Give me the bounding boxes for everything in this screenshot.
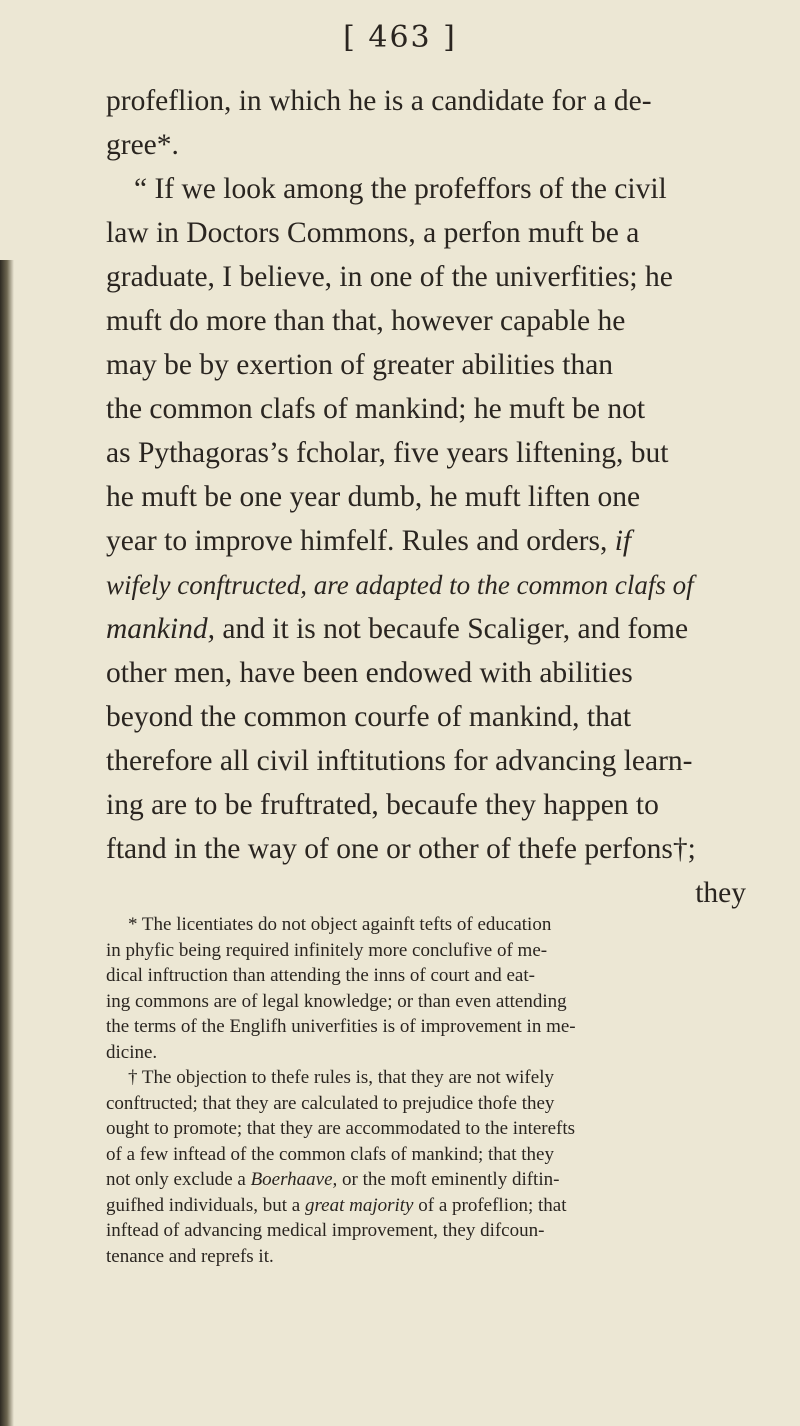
text-line: therefore all civil inftitutions for advancing learn- [106,745,693,777]
footnote-line: * The licentiates do not object againft tefts of education [128,914,552,935]
text-line: graduate, I believe, in one of the univerfities; he [106,261,673,293]
text-line: beyond the common courfe of mankind, that [106,701,632,733]
text-fragment: year to improve himfelf. Rules and orders, [106,525,608,557]
footnote-line: conftructed; that they are calculated to prejudice thofe they [106,1092,555,1114]
footnotes [106,912,746,1269]
page-number: [ 463 ] [343,20,457,55]
text-fragment: not only exclude a [106,1169,246,1190]
text-line: ing are to be fruftrated, becaufe they happen to [106,789,659,821]
footnote-line: of a few inftead of the common clafs of mankind; that they [106,1143,554,1165]
footnote-line: † The objection to thefe rules is, that they are not wifely [128,1067,554,1088]
italic-fragment: if [614,525,632,557]
text-line: other men, have been endowed with abilities [106,657,633,689]
italic-fragment: wifely conftructed, are adapted to the common clafs of [106,570,694,600]
catchword: they [695,877,746,909]
footnote-line: dicine. [106,1041,158,1063]
italic-fragment: mankind, [106,613,215,645]
text-line: gree*. [106,129,179,161]
text-line [106,563,746,607]
footnote-line: dical inftruction than attending the inns of court and eat- [106,965,535,986]
text-line: ftand in the way of one or other of thefe perfons†; [106,833,696,865]
footnote-line: tenance and reprefs it. [106,1245,274,1267]
text-line: may be by exertion of greater abilities than [106,349,614,381]
text-fragment: of a profeflion; that [418,1194,567,1216]
text-line: the common clafs of mankind; he muft be not [106,393,646,425]
italic-fragment: Boerhaave, [250,1169,338,1190]
text-fragment: and it is not becaufe Scaliger, and fome [222,613,689,645]
text-line: he muft be one year dumb, he muft liften one [106,481,641,513]
footnote-line [106,1167,746,1193]
footnote-line [106,1193,746,1219]
main-text [106,79,746,915]
text-line [106,607,746,651]
footnote-line: inftead of advancing medical improvement, they difcoun- [106,1220,545,1241]
page-binding-shadow [0,260,14,1426]
text-line: “ If we look among the profeffors of the civil [134,173,667,205]
footnote-line: ought to promote; that they are accommodated to the interefts [106,1118,576,1139]
italic-fragment: great majority [304,1194,414,1216]
text-line: as Pythagoras’s fcholar, five years liftening, but [106,437,669,469]
footnote-line: ing commons are of legal knowledge; or than even attending [106,990,567,1012]
text-fragment: guifhed individuals, but a [106,1194,301,1216]
text-line: law in Doctors Commons, a perfon muft be a [106,217,640,249]
text-line [106,519,746,563]
text-line: muft do more than that, however capable he [106,305,626,337]
footnote-line: in phyfic being required infinitely more conclufive of me- [106,939,548,961]
text-fragment: or the moft eminently diftin- [342,1169,560,1190]
footnote-line: the terms of the Englifh univerfities is of improvement in me- [106,1016,576,1037]
text-line: profeflion, in which he is a candidate for a de- [106,85,652,117]
